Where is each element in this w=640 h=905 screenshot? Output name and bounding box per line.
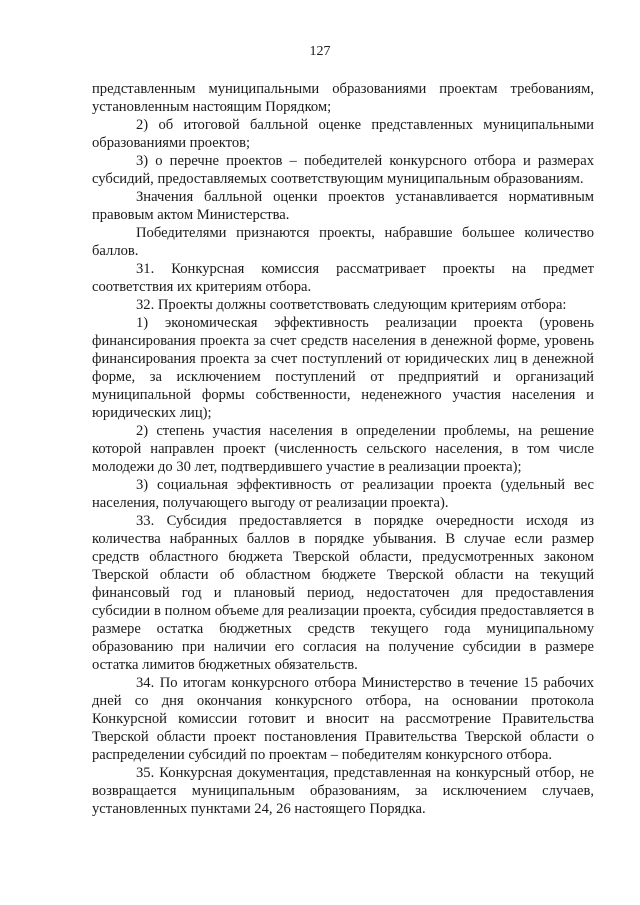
document-body — [92, 80, 594, 818]
page-number: 127 — [309, 44, 331, 59]
paragraph-34: 34. По итогам конкурсного отбора Министерство в течение 15 рабочих дней со дня окончания конкурсного отбора, на основании протокола Конкурсной комиссии готовит и вносит на рассмотрение Правительства Тверской области проект постановления Правительства Тверской области о распределении субсидий по проектам – победителям конкурсного отбора. — [92, 675, 594, 763]
paragraph-35: 35. Конкурсная документация, представленная на конкурсный отбор, не возвращается муниципальным образованиям, за исключением случаев, установленных пунктами 24, 26 настоящего Порядка. — [92, 765, 594, 817]
paragraph-criterion-3: 3) социальная эффективность от реализации проекта (удельный вес населения, получающего выгоду от реализации проекта). — [92, 477, 594, 511]
paragraph-criterion-1: 1) экономическая эффективность реализации проекта (уровень финансирования проекта за счет средств населения в денежной форме, уровень финансирования проекта за счет поступлений от юридических лиц в денежной форме, за исключением поступлений от предприятий и организаций муниципальной формы собственности, неденежного участия населения и юридических лиц); — [92, 315, 594, 421]
paragraph-item-2: 2) об итоговой балльной оценке представленных муниципальными образованиями проектов; — [92, 117, 594, 151]
paragraph-winners: Победителями признаются проекты, набравшие большее количество баллов. — [92, 225, 594, 259]
paragraph-33: 33. Субсидия предоставляется в порядке очередности исходя из количества набранных баллов в порядке убывания. В случае если размер средств областного бюджета Тверской области, предусмотренных законом Тверской области об областном бюджете Тверской области на текущий финансовый год и плановый период, недостаточен для предоставления субсидии в полном объеме для реализации проекта, субсидия предоставляется в размере остатка бюджетных средств текущего года муниципальному образованию при наличии его согласия на получение субсидии в размере остатка лимитов бюджетных обязательств. — [92, 513, 594, 673]
paragraph-item-3: 3) о перечне проектов – победителей конкурсного отбора и размерах субсидий, предоставляемых соответствующим муниципальным образованиям. — [92, 153, 594, 187]
paragraph-criterion-2: 2) степень участия населения в определении проблемы, на решение которой направлен проект (численность сельского населения, в том числе молодежи до 30 лет, подтвердившего участие в реализации проекта); — [92, 423, 594, 475]
paragraph-32: 32. Проекты должны соответствовать следующим критериям отбора: — [136, 297, 567, 313]
paragraph-continuation: представленным муниципальными образованиями проектам требованиям, установленным настоящим Порядком; — [92, 81, 594, 115]
paragraph-score-values: Значения балльной оценки проектов устанавливается нормативным правовым актом Министерства. — [92, 189, 594, 223]
paragraph-31: 31. Конкурсная комиссия рассматривает проекты на предмет соответствия их критериям отбора. — [92, 261, 594, 295]
